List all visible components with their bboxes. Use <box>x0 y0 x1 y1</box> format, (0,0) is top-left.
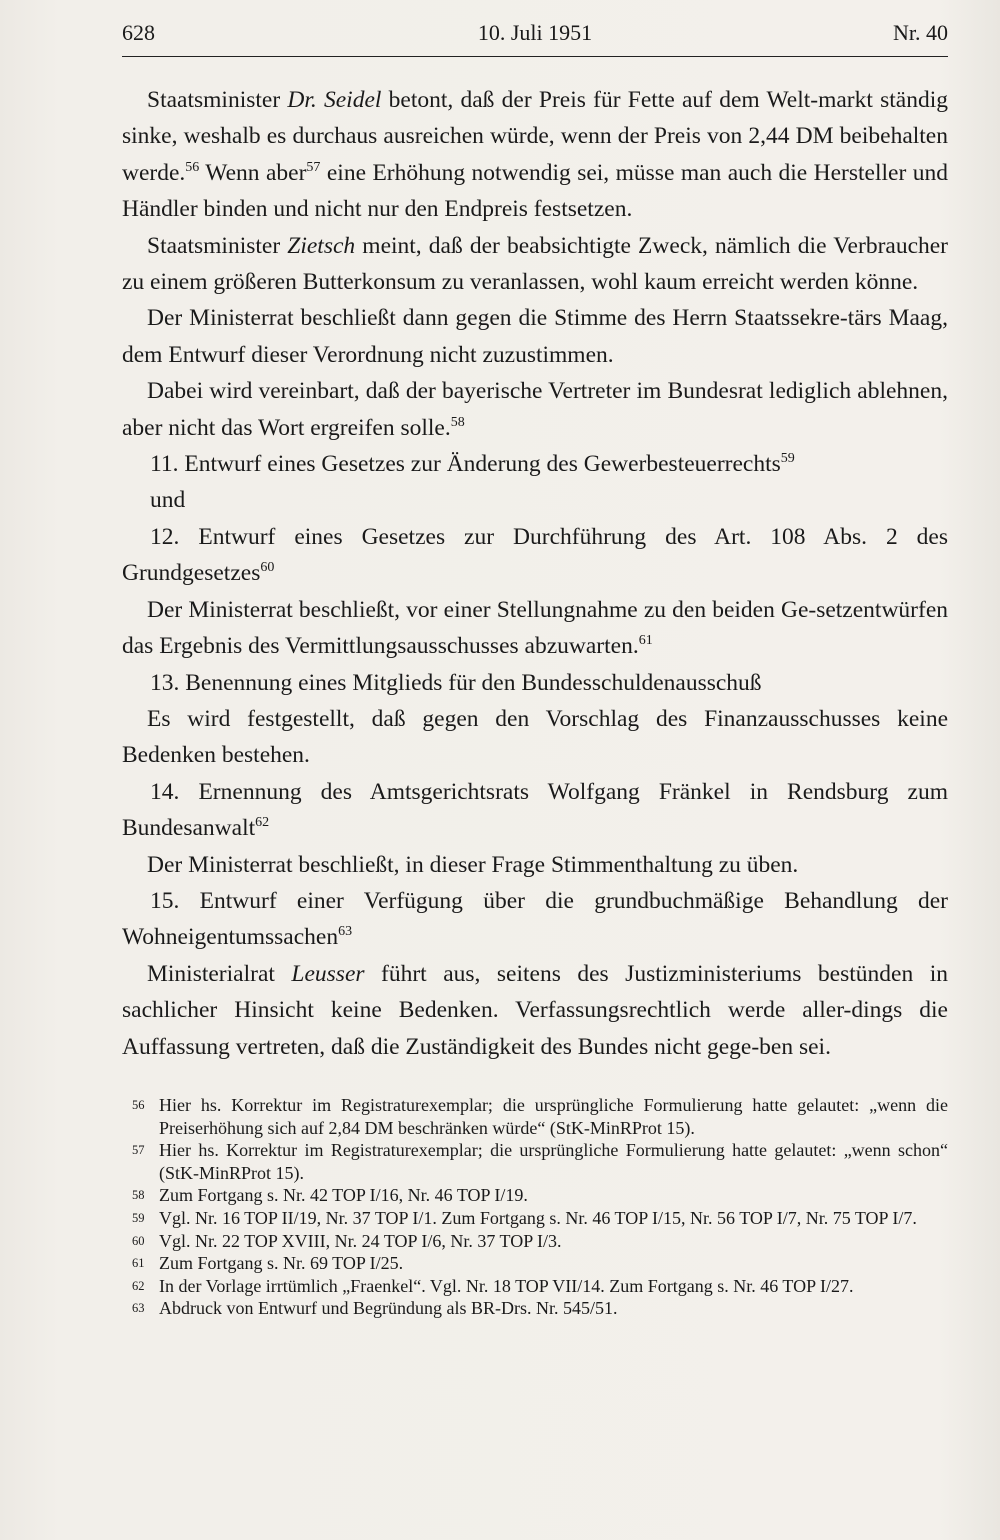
footnotes <box>122 1094 948 1320</box>
running-header <box>122 20 948 54</box>
footnote-number: 59 <box>132 1210 145 1225</box>
header-rule <box>122 56 948 57</box>
paragraph-zietsch: Staatsminister Zietsch meint, daß der beabsichtigte Zweck, nämlich die Verbraucher zu einem größeren Butterkonsum zu veranlassen, wohl kaum erreicht werden könne. <box>122 232 949 296</box>
footnote-number: 58 <box>132 1188 145 1203</box>
footnote: 60 Vgl. Nr. 22 TOP XVIII, Nr. 24 TOP I/6, Nr. 37 TOP I/3. <box>132 1230 562 1251</box>
footnote-ref: 59 <box>780 451 795 467</box>
footnote-number: 63 <box>132 1301 145 1316</box>
paragraph-agreement: Dabei wird vereinbart, daß der bayerische Vertreter im Bundesrat lediglich ablehnen, aber nicht das Wort ergreifen solle.$^{58}$ <box>122 378 948 441</box>
footnote-ref: 62 <box>255 815 270 831</box>
header-date: 10. Juli 1951 <box>477 20 593 45</box>
footnote: 63 Abdruck von Entwurf und Begründung als BR-Drs. Nr. 545/51. <box>132 1298 618 1319</box>
header-issue-number: Nr. 40 <box>893 20 948 45</box>
footnote-number: 62 <box>132 1278 145 1293</box>
footnote: 62 In der Vorlage irrtümlich „Fraenkel“. Vgl. Nr. 18 TOP VII/14. Zum Fortgang s. Nr. 46 TOP I/27. <box>132 1275 854 1296</box>
main-text <box>122 82 948 1065</box>
speaker-name: Leusser <box>291 960 365 987</box>
footnote-ref: 56 <box>185 159 200 175</box>
footnote-ref: 58 <box>450 414 465 430</box>
footnote-number: 61 <box>132 1256 145 1271</box>
page-number: 628 <box>122 20 155 45</box>
footnote-number: 56 <box>132 1098 145 1112</box>
footnote: 57 Hier hs. Korrektur im Registraturexemplar; die ursprüngliche Formulierung hatte gelautet: „wenn schon“ (StK-MinRProt 15). <box>132 1140 948 1183</box>
footnote-number: 57 <box>132 1143 145 1158</box>
paragraph-decision-2: Der Ministerrat beschließt, vor einer Stellungnahme zu den beiden Ge-setzentwürfen das Ergebnis des Vermittlungsausschusses abzuwarten.$^{61}$ <box>122 596 948 660</box>
agenda-item-13: 13. Benennung eines Mitglieds für den Bundesschuldenausschuß <box>150 669 762 696</box>
footnote-ref: 63 <box>338 924 353 940</box>
footnote-number: 60 <box>132 1233 145 1248</box>
speaker-name: Zietsch <box>287 232 356 259</box>
footnote-ref: 57 <box>306 159 321 175</box>
agenda-item-11-und: und <box>150 487 186 514</box>
paragraph-decision-1: Der Ministerrat beschließt dann gegen die Stimme des Herrn Staatssekre-tärs Maag, dem Entwurf dieser Verordnung nicht zuzustimmen. <box>122 305 948 368</box>
footnote-ref: 61 <box>638 633 653 649</box>
speaker-name: Dr. Seidel <box>287 87 382 113</box>
footnote: 61 Zum Fortgang s. Nr. 69 TOP I/25. <box>132 1253 404 1274</box>
footnote: 58 Zum Fortgang s. Nr. 42 TOP I/16, Nr. 46 TOP I/19. <box>132 1185 528 1206</box>
agenda-item-14: 14. Ernennung des Amtsgerichtsrats Wolfgang Fränkel in Rendsburg zum Bundesanwalt$^{62}$ <box>122 778 948 842</box>
paragraph-seidel: Staatsminister Dr. Seidel betont, daß der Preis für Fette auf dem Welt-markt ständig sinke, weshalb es durchaus ausreichen würde, wenn der Preis von 2,44 DM beibehalten werde.$^{56}$ Wenn aber$^{57}$ eine Erhöhung notwendig sei, müsse man auch die Hersteller und Händler binden und nicht nur den Endpreis festsetzen. <box>122 87 949 223</box>
paragraph-decision-3: Der Ministerrat beschließt, in dieser Frage Stimmenthaltung zu üben. <box>147 851 799 878</box>
footnote: 56 Hier hs. Korrektur im Registraturexemplar; die ursprüngliche Formulierung hatte gelautet: „wenn die Preiserhöhung sich auf 2,84 DM beschränken würde“ (StK-MinRProt 15). <box>132 1095 948 1138</box>
agenda-item-11: 11. Entwurf eines Gesetzes zur Änderung des Gewerbesteuerrechts$^{59}$ <box>150 451 795 478</box>
footnote: 59 Vgl. Nr. 16 TOP II/19, Nr. 37 TOP I/1. Zum Fortgang s. Nr. 46 TOP I/15, Nr. 56 TOP I/7, Nr. 75 TOP I/7. <box>132 1207 917 1228</box>
paragraph-finding: Es wird festgestellt, daß gegen den Vorschlag des Finanzausschusses keine Bedenken bestehen. <box>122 705 948 769</box>
paragraph-leusser: Ministerialrat Leusser führt aus, seitens des Justizministeriums bestünden in sachlicher Hinsicht keine Bedenken. Verfassungsrechtlich werde aller-dings die Auffassung vertreten, daß die Zuständigkeit des Bundes nicht gege-ben sei. <box>122 960 948 1060</box>
agenda-item-15: 15. Entwurf einer Verfügung über die grundbuchmäßige Behandlung der Wohneigentumssachen$^{63}$ <box>122 887 948 951</box>
agenda-item-12: 12. Entwurf eines Gesetzes zur Durchführung des Art. 108 Abs. 2 des Grundgesetzes$^{60}$ <box>122 523 948 587</box>
footnote-ref: 60 <box>260 560 275 576</box>
